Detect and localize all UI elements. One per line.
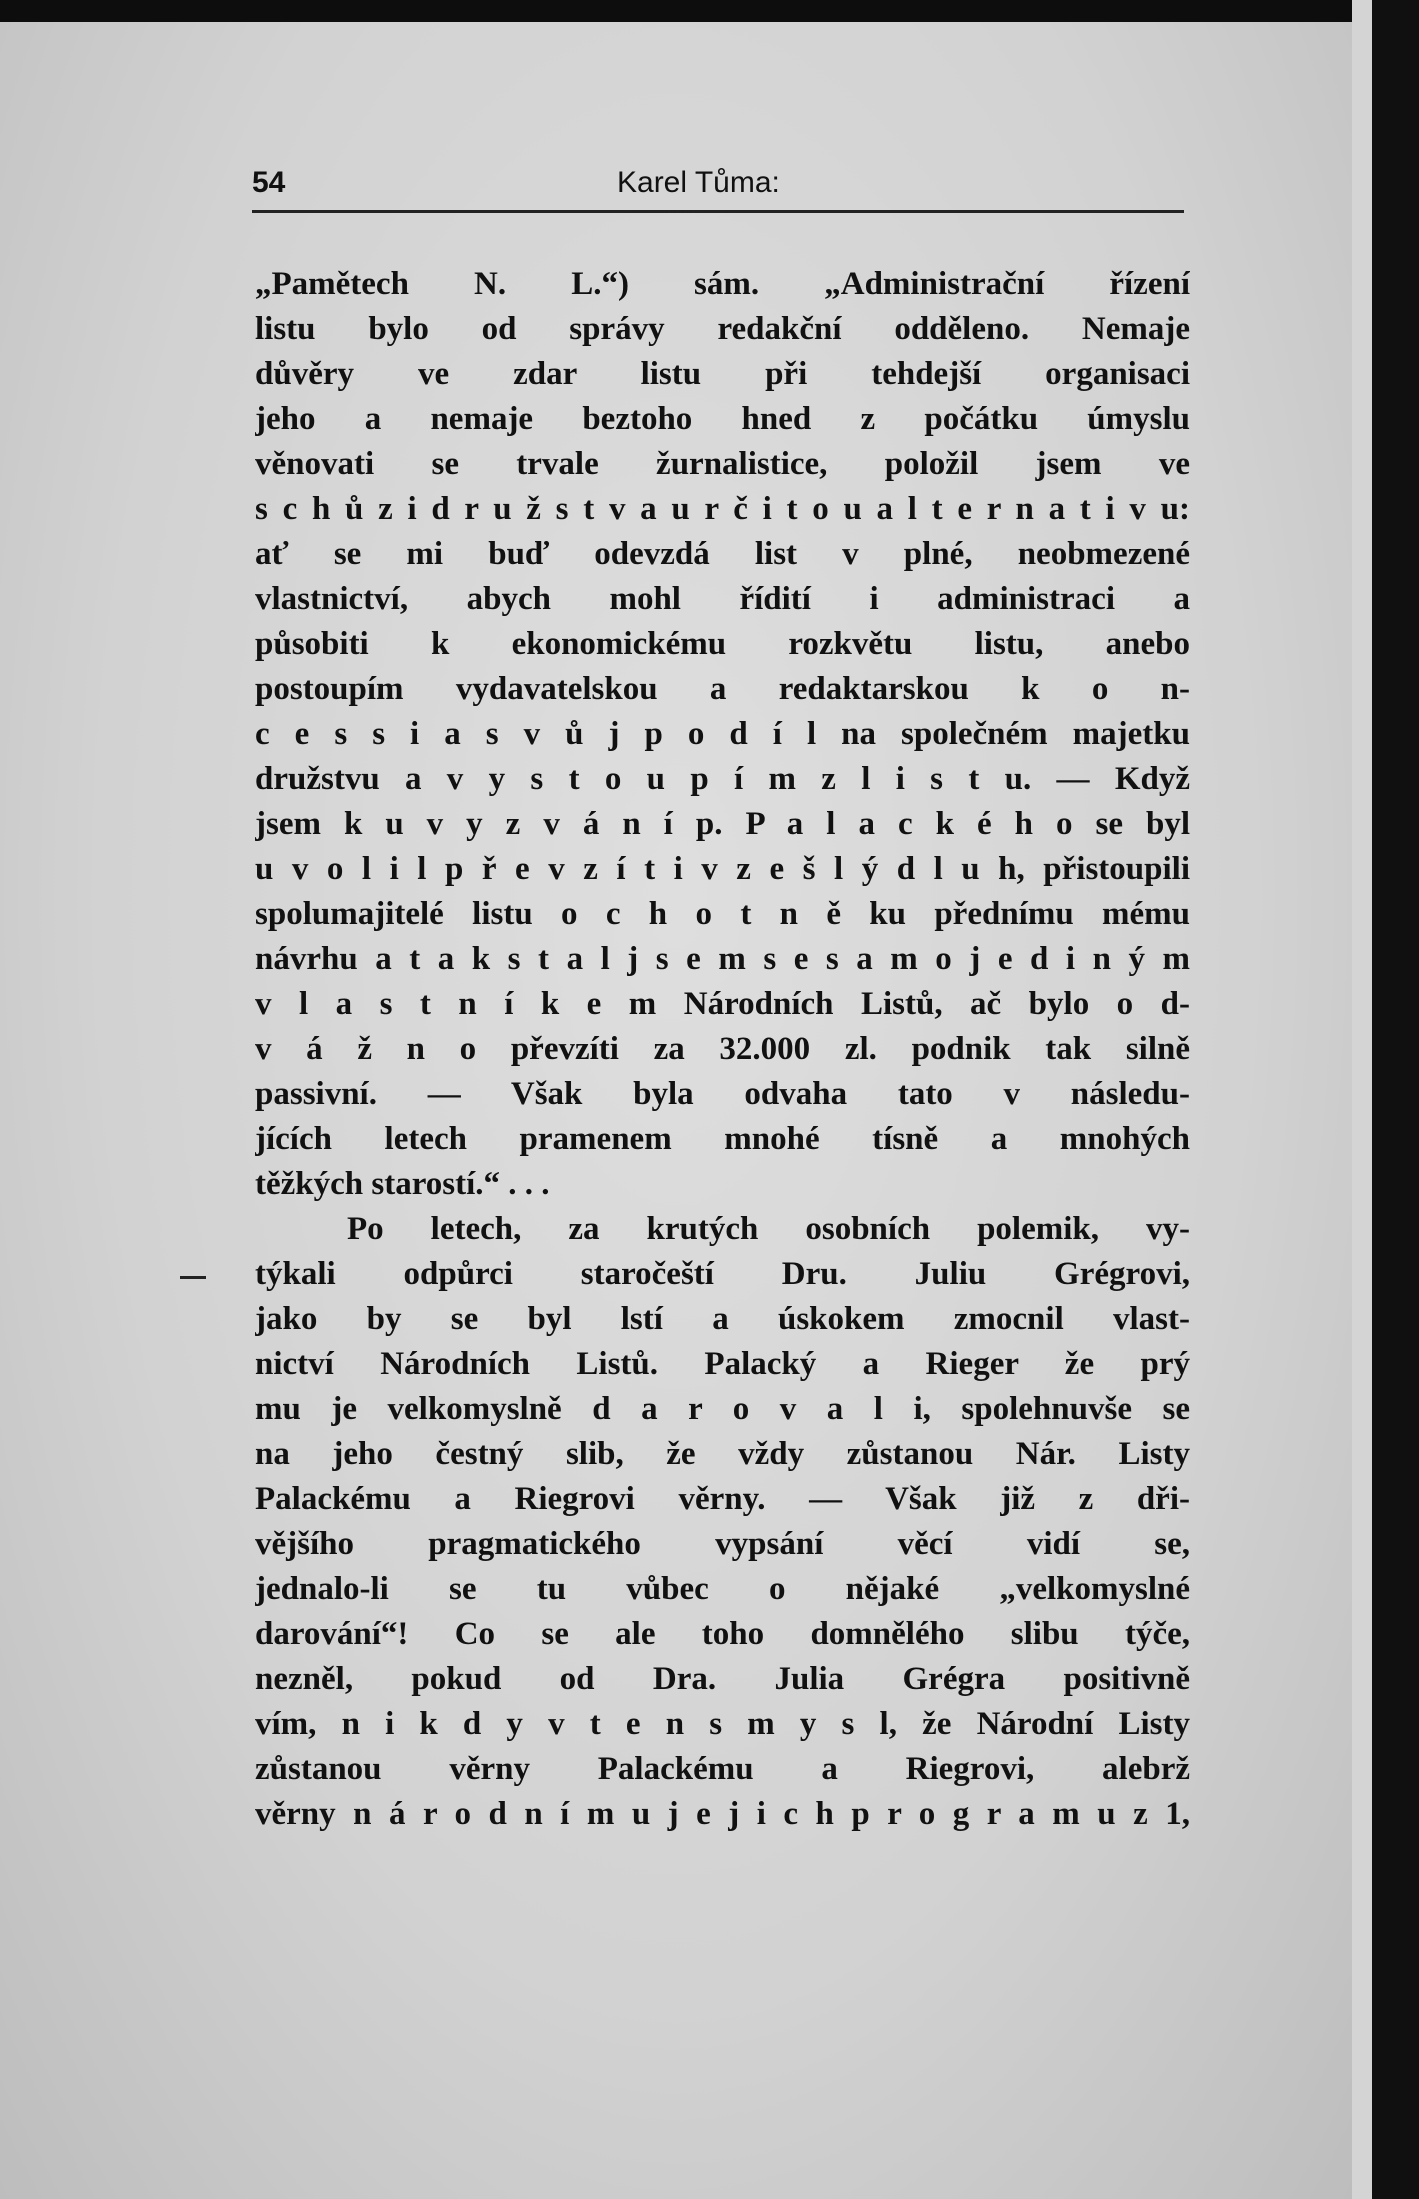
text-line: nezněl, pokud od Dra. Julia Grégra positivně [255, 1661, 1190, 1697]
text-line: jeho a nemaje beztoho hned z počátku úmyslu [255, 401, 1190, 437]
body-text [255, 262, 1190, 1837]
text-line: jednalo-li se tu vůbec o nějaké „velkomyslné [255, 1571, 1190, 1607]
page-header [252, 160, 1184, 212]
text-line: věrny n á r o d n í m u j e j i c h p r o g r a m u z 1, [255, 1796, 1190, 1832]
text-line: návrhu a t a k s t a l j s e m s e s a m o j e d i n ý m [255, 941, 1190, 977]
text-line: nictví Národních Listů. Palacký a Rieger že prý [255, 1346, 1190, 1382]
text-line: Palackému a Riegrovi věrny. — Však již z dři- [255, 1481, 1190, 1517]
text-line: postoupím vydavatelskou a redaktarskou k o n- [255, 671, 1190, 707]
text-line: Po letech, za krutých osobních polemik, vy- [347, 1211, 1190, 1247]
text-line: v á ž n o převzíti za 32.000 zl. podnik tak silně [255, 1031, 1190, 1067]
scan-dark-margin [1372, 0, 1419, 2199]
text-line: družstvu a v y s t o u p í m z l i s t u. — Když [255, 761, 1190, 797]
text-line: vějšího pragmatického vypsání věcí vidí se, [255, 1526, 1190, 1562]
text-line: mu je velkomyslně d a r o v a l i, spolehnuvše se [255, 1391, 1190, 1427]
running-head: Karel Tůma: [617, 166, 780, 199]
margin-mark [180, 1276, 206, 1279]
text-line: působiti k ekonomickému rozkvětu listu, anebo [255, 626, 1190, 662]
text-line: zůstanou věrny Palackému a Riegrovi, alebrž [255, 1751, 1190, 1787]
text-line: jsem k u v y z v á n í p. P a l a c k é h o se byl [255, 806, 1190, 842]
text-line: ať se mi buď odevzdá list v plné, neobmezené [255, 536, 1190, 572]
text-line: v l a s t n í k e m Národních Listů, ač bylo o d- [255, 986, 1190, 1022]
text-line: passivní. — Však byla odvaha tato v následu- [255, 1076, 1190, 1112]
text-line: c e s s i a s v ů j p o d í l na společném majetku [255, 716, 1190, 752]
text-line: týkali odpůrci staročeští Dru. Juliu Grégrovi, [255, 1256, 1190, 1292]
text-line: jako by se byl lstí a úskokem zmocnil vlast- [255, 1301, 1190, 1337]
text-line: těžkých starostí.“ . . . [255, 1166, 550, 1202]
text-line: na jeho čestný slib, že vždy zůstanou Nár. Listy [255, 1436, 1190, 1472]
text-line: listu bylo od správy redakční odděleno. Nemaje [255, 311, 1190, 347]
text-line: u v o l i l p ř e v z í t i v z e š l ý d l u h, přistoupili [255, 851, 1190, 887]
header-rule [252, 210, 1184, 213]
text-line: darování“! Co se ale toho domnělého slibu týče, [255, 1616, 1190, 1652]
text-line: s c h ů z i d r u ž s t v a u r č i t o u a l t e r n a t i v u: [255, 491, 1190, 527]
scan-edge-strip [1352, 0, 1374, 2199]
text-line: důvěry ve zdar listu při tehdejší organisaci [255, 356, 1190, 392]
text-line: jících letech pramenem mnohé tísně a mnohých [255, 1121, 1190, 1157]
text-line: vím, n i k d y v t e n s m y s l, že Národní Listy [255, 1706, 1190, 1742]
text-line: vlastnictví, abych mohl řídití i administraci a [255, 581, 1190, 617]
text-line: spolumajitelé listu o c h o t n ě ku přednímu mému [255, 896, 1190, 932]
text-line: „Pamětech N. L.“) sám. „Administrační řízení [255, 266, 1190, 302]
page-number: 54 [252, 166, 286, 199]
text-line: věnovati se trvale žurnalistice, položil jsem ve [255, 446, 1190, 482]
